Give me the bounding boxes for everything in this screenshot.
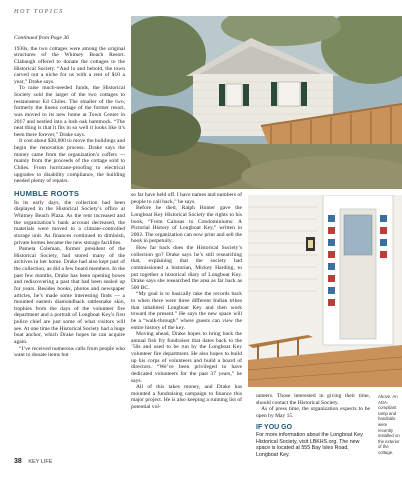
cottage-exterior-photo bbox=[131, 16, 402, 189]
paragraph: unteers. Those interested in giving their time, should contact the Historical Society. bbox=[256, 393, 370, 406]
paragraph: How far back does the Historical Society’s collection go? Drake says he’s still researching that, explaining that the society had commissioned a historian, Mickey Harding, to put together a historical diary of Longboat Key. Drake says she researched the area as far back as 500 BC. bbox=[131, 245, 242, 291]
page-footer bbox=[14, 458, 52, 465]
article-column-2 bbox=[131, 192, 242, 411]
article-column-1 bbox=[14, 35, 125, 359]
paragraph: Pamela Coleman, former president of the Historical Society, had stored many of the archives in her home. Drake had also kept part of the collection, as did a few board members. In the past few months, Drake has been opening boxes and rediscovering a past that had been sealed up for years. Besides books, photos and newspaper articles, he’s made some interesting finds — a mounted eastern diamondback rattlesnake skin, trophies from the days of the volunteer fire department and a portrait of Longboat Key’s first police chief are just some of what visitors will see. At one time the Historical Society had a huge boat anchor, which Drake hopes he can acquire again. bbox=[14, 246, 125, 345]
paragraph: “I’ve received numerous calls from people who want to donate items but bbox=[14, 345, 125, 359]
article-column-3 bbox=[256, 393, 370, 459]
paragraph: It cost about $30,000 to move the buildings and begin the renovation process. Drake says the money came from the organization’s coffers — mainly from the proceeds of the cottage sold to Chiles. From hurricane-proofing to electrical upgrades to disability compliance, the building needed plenty of repairs. bbox=[14, 138, 125, 185]
magazine-name: KEY LIFE bbox=[28, 459, 53, 465]
paragraph: 1930s, the two cottages were among the original structures of the Whitney Beach Resort. Clabaugh offered to donate the cottages to the Historical Society. “And lo and behold, the town carved out a niche for us with a rent of $10 a year,” Drake says. bbox=[14, 45, 125, 85]
section-heading: HUMBLE ROOTS bbox=[14, 188, 80, 198]
photo-caption: Above: An ADA-compliant ramp and handrails were recently installed on the exterior of the cottage. bbox=[378, 394, 400, 455]
if-you-go-heading: IF YOU GO bbox=[256, 423, 293, 431]
cottage-door-photo bbox=[248, 195, 402, 387]
paragraph: so far have held off. I have names and numbers of people to call back,” he says. bbox=[131, 192, 242, 205]
paragraph: To raise much-needed funds, the Historical Society sold the larger of the two cottages to restaurateur Ed Chiles. The smaller of the two, formerly the linens cottage of the former resort, was moved to its new home at Town Center in 2017 and nestled into a lush oak hammock. “The neat thing is that it fits in so well it looks like it’s been there forever,” Drake says. bbox=[14, 85, 125, 138]
section-label: HOT TOPICS bbox=[14, 8, 64, 15]
paragraph: In its early days, the collection had been displayed in the Historical Society’s office at Whitney Beach Plaza. As the rent increased and the organization’s bank account decreased, the materials were moved to a climate-controlled storage unit. As finances continued to diminish, private homes became the new storage facilities. bbox=[14, 199, 125, 246]
if-you-go-info: For more information about the Longboat Key Historical Society, visit LBKHS.org. The new space is located at 555 Bay Isles Road, Longboat Key. bbox=[256, 432, 363, 458]
paragraph: Moving ahead, Drake hopes to bring back the annual fish fry fundraiser that dates back to the ’50s and used to be run by the Longboat Key volunteer fire department. He also hopes to build up his corps of volunteers and build a board of directors. “We’ve been privileged to have dedicated volunteers for the past 37 years,” he says. bbox=[131, 331, 242, 384]
paragraph: All of this takes money, and Drake has mounted a fundraising campaign to finance this major project. He is also keeping a running list of potential vol- bbox=[131, 384, 242, 410]
paragraph: As of press time, the organization expects to be open by May 15. bbox=[256, 406, 370, 419]
page-number: 38 bbox=[14, 458, 22, 465]
continued-note: Continued from Page 36 bbox=[14, 35, 69, 41]
paragraph: Before he died, Ralph Hunter gave the Longboat Key Historical Society the rights to his book, “From Calusas to Condominiums: A Pictorial History of Longboat Key,” written in 2002. The organization can now print and sell the book in perpetuity. bbox=[131, 205, 242, 245]
paragraph: “My goal is to basically take the records back to when there were three different Indian tribes that inhabited Longboat Key and then work toward the present.” He says the new space will be a “walk-through” where guests can view the entire history of the key. bbox=[131, 291, 242, 331]
